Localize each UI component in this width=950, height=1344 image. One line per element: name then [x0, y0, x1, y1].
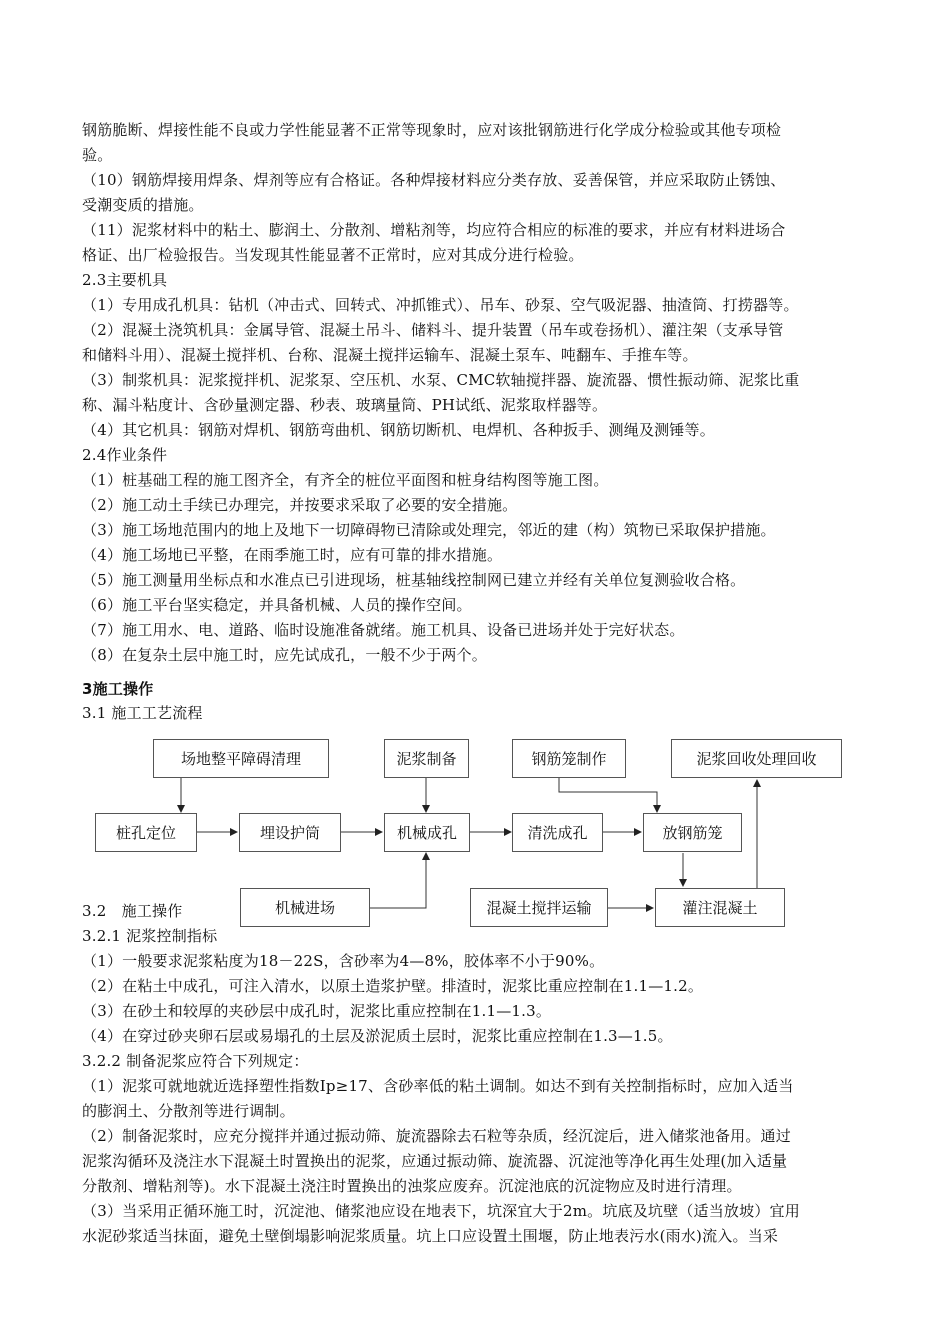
paragraph-line: （5）施工测量用坐标点和水准点已引进现场，桩基轴线控制网已建立并经有关单位复测验收合格。 [82, 571, 746, 589]
paragraph-line: （4）施工场地已平整，在雨季施工时，应有可靠的排水措施。 [82, 546, 503, 564]
paragraph-line: 泥浆沟循环及浇注水下混凝土时置换出的泥浆，应通过振动筛、旋流器、沉淀池等净化再生处理(加入适量 [82, 1152, 788, 1170]
flow-box-site-clear: 场地整平障碍清理 [153, 739, 329, 778]
paragraph-line: 受潮变质的措施。 [82, 196, 204, 214]
section-heading-3-2-2: 3.2.2 制备泥浆应符合下列规定： [82, 1052, 309, 1070]
paragraph-line: （7）施工用水、电、道路、临时设施准备就绪。施工机具、设备已进场并处于完好状态。 [82, 621, 685, 639]
paragraph-line: 称、漏斗粘度计、含砂量测定器、秒表、玻璃量筒、PH试纸、泥浆取样器等。 [82, 396, 608, 414]
paragraph-line: （3）当采用正循环施工时，沉淀池、储浆池应设在地表下，坑深宜大于2m。坑底及坑壁（适当放坡）宜用 [82, 1202, 800, 1220]
flow-box-place-cage: 放钢筋笼 [643, 813, 742, 852]
flow-box-drill: 机械成孔 [384, 813, 470, 852]
flow-box-clean-hole: 清洗成孔 [512, 813, 603, 852]
section-heading-2-4: 2.4作业条件 [82, 446, 168, 464]
flow-box-pile-locate: 桩孔定位 [95, 813, 197, 852]
paragraph-line: （4）在穿过砂夹卵石层或易塌孔的土层及淤泥质土层时，泥浆比重应控制在1.3—1.5。 [82, 1027, 673, 1045]
paragraph-line: （2）制备泥浆时，应充分搅拌并通过振动筛、旋流器除去石粒等杂质，经沉淀后，进入储浆池备用。通过 [82, 1127, 791, 1145]
flow-box-concrete-mix: 混凝土搅拌运输 [470, 888, 608, 927]
flow-box-machine-in: 机械进场 [240, 888, 370, 927]
section-heading-2-3: 2.3主要机具 [82, 271, 168, 289]
paragraph-line: 钢筋脆断、焊接性能不良或力学性能显著不正常等现象时，应对该批钢筋进行化学成分检验或其他专项检 [82, 121, 782, 139]
flow-box-mud-recycle: 泥浆回收处理回收 [671, 739, 842, 778]
paragraph-line: 验。 [82, 146, 113, 164]
paragraph-line: （3）施工场地范围内的地上及地下一切障碍物已清除或处理完，邻近的建（构）筑物已采取保护措施。 [82, 521, 776, 539]
arrow-cagemake-to-place [559, 778, 657, 812]
flow-box-cage-make: 钢筋笼制作 [512, 739, 626, 778]
paragraph-line: （3）制浆机具：泥浆搅拌机、泥浆泵、空压机、水泵、CMC软轴搅拌器、旋流器、惯性振动筛、泥浆比重 [82, 371, 800, 389]
section-heading-3-1: 3.1 施工工艺流程 [82, 704, 203, 722]
paragraph-line: （2）混凝土浇筑机具：金属导管、混凝土吊斗、储料斗、提升装置（吊车或卷扬机）、灌注架（支承导管 [82, 321, 784, 339]
section-heading-3-2-1: 3.2.1 泥浆控制指标 [82, 927, 218, 945]
paragraph-line: 格证、出厂检验报告。当发现其性能显著不正常时，应对其成分进行检验。 [82, 246, 584, 264]
paragraph-line: （10）钢筋焊接用焊条、焊剂等应有合格证。各种焊接材料应分类存放、妥善保管，并应采取防止锈蚀、 [82, 171, 786, 189]
paragraph-line: （1）桩基础工程的施工图齐全，有齐全的桩位平面图和桩身结构图等施工图。 [82, 471, 609, 489]
flow-box-mud-prep: 泥浆制备 [384, 739, 469, 778]
paragraph-line: 的膨润土、分散剂等进行调制。 [82, 1102, 295, 1120]
arrow-machine-to-drill [370, 853, 426, 908]
paragraph-line: （1）专用成孔机具：钻机（冲击式、回转式、冲抓锥式）、吊车、砂泵、空气吸泥器、抽渣筒、打捞器等。 [82, 296, 799, 314]
paragraph-line: （1）一般要求泥浆粘度为18－22S，含砂率为4—8%，胶体率不小于90%。 [82, 952, 605, 970]
paragraph-line: （3）在砂土和较厚的夹砂层中成孔时，泥浆比重应控制在1.1—1.3。 [82, 1002, 552, 1020]
paragraph-line: （8）在复杂土层中施工时，应先试成孔，一般不少于两个。 [82, 646, 487, 664]
flow-box-pour-concrete: 灌注混凝土 [655, 888, 785, 927]
paragraph-line: （2）施工动土手续已办理完，并按要求采取了必要的安全措施。 [82, 496, 518, 514]
paragraph-line: （1）泥浆可就地就近选择塑性指数Ip≥17、含砂率低的粘土调制。如达不到有关控制指标时，应加入适当 [82, 1077, 794, 1095]
paragraph-line: 和储料斗用）、混凝土搅拌机、台称、混凝土搅拌运输车、混凝土泵车、吨翻车、手推车等。 [82, 346, 698, 364]
paragraph-line: 水泥砂浆适当抹面，避免土壁倒塌影响泥浆质量。坑上口应设置土围堰，防止地表污水(雨水)流入。当采 [82, 1227, 779, 1245]
section-heading-3: 3施工操作 [82, 680, 154, 698]
paragraph-line: （2）在粘土中成孔，可注入清水，以原土造浆护壁。排渣时，泥浆比重应控制在1.1—1.2。 [82, 977, 704, 995]
section-heading-3-2: 3.2 施工操作 [82, 902, 183, 920]
paragraph-line: （11）泥浆材料中的粘土、膨润土、分散剂、增粘剂等，均应符合相应的标准的要求，并应有材料进场合 [82, 221, 786, 239]
flow-box-casing: 埋设护筒 [239, 813, 341, 852]
paragraph-line: 分散剂、增粘剂等)。水下混凝土浇注时置换出的浊浆应废弃。沉淀池底的沉淀物应及时进行清理。 [82, 1177, 742, 1195]
paragraph-line: （6）施工平台坚实稳定，并具备机械、人员的操作空间。 [82, 596, 472, 614]
paragraph-line: （4）其它机具：钢筋对焊机、钢筋弯曲机、钢筋切断机、电焊机、各种扳手、测绳及测锤等。 [82, 421, 715, 439]
